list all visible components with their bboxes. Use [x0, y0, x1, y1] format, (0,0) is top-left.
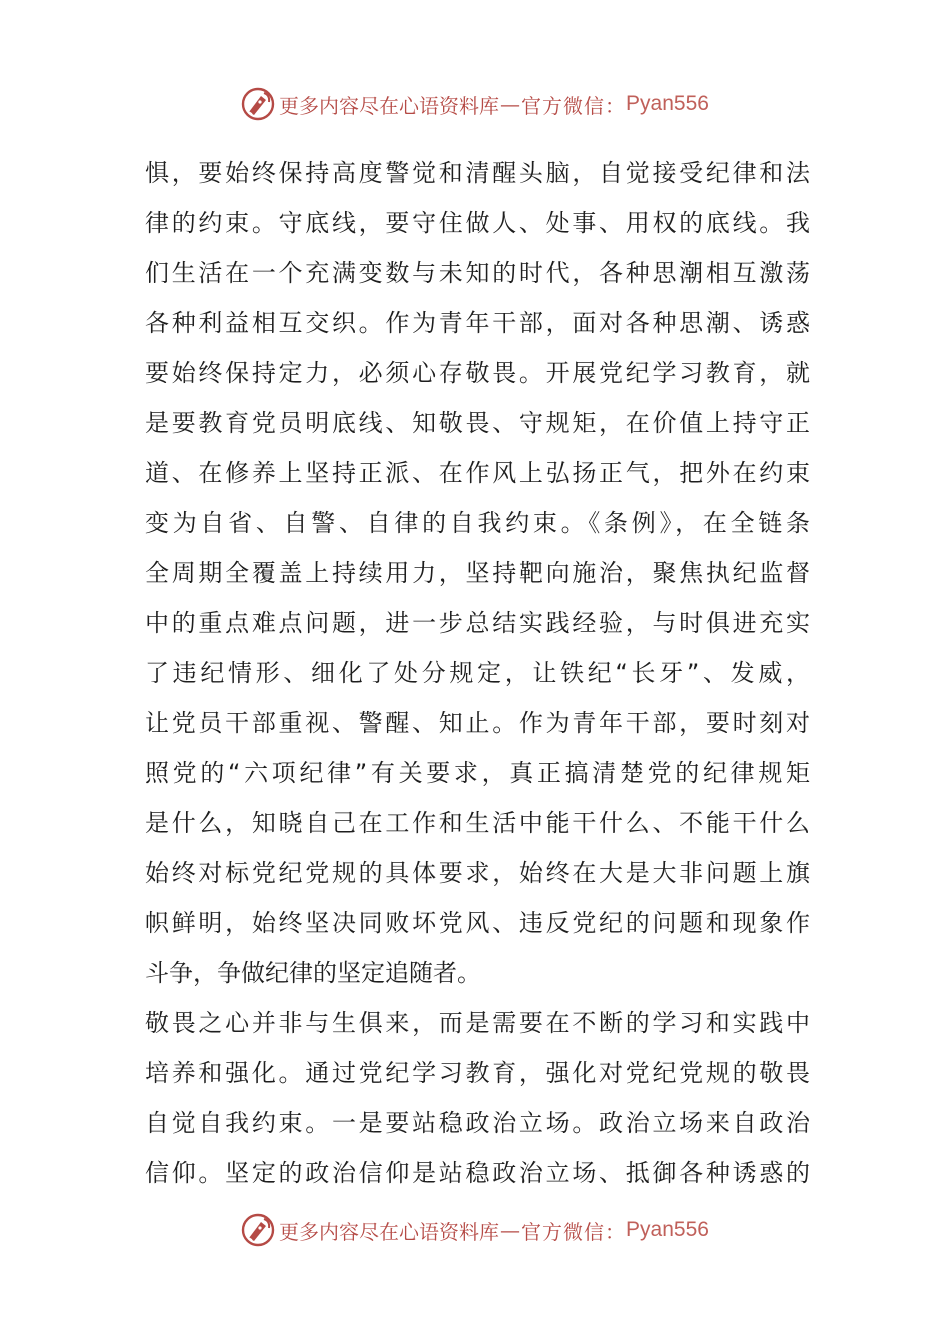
text-line: 要始终保持定力，必须心存敬畏。开展党纪学习教育，就: [145, 359, 810, 387]
header-wechat-label: 官方微信：: [521, 93, 627, 118]
text-line: 让党员干部重视、警醒、知止。作为青年干部，要时刻对: [145, 709, 810, 737]
text-line: 是什么，知晓自己在工作和生活中能干什么、不能干什么: [145, 809, 810, 837]
text-line: 们生活在一个充满变数与未知的时代，各种思潮相互激荡: [145, 259, 810, 287]
text-line: 变为自省、自警、自律的自我约束。《条例》，在全链条: [145, 509, 810, 537]
text-line: 敬畏之心并非与生俱来，而是需要在不断的学习和实践中: [145, 1009, 810, 1037]
footer-brand-text: 更多内容尽在心语资料库: [279, 1219, 500, 1244]
text-line: 是要教育党员明底线、知敬畏、守规矩，在价值上持守正: [145, 409, 810, 437]
footer-dash: —: [500, 1218, 521, 1242]
header-wechat-id: Pyan556: [626, 92, 709, 115]
document-body: [145, 148, 810, 1198]
text-line: 始终对标党纪党规的具体要求，始终在大是大非问题上旗: [145, 859, 810, 887]
text-line: 斗争，争做纪律的坚定追随者。: [145, 959, 481, 987]
footer-watermark: [0, 1210, 950, 1250]
pen-nib-logo-icon: [241, 1213, 275, 1247]
text-line: 律的约束。守底线，要守住做人、处事、用权的底线。我: [145, 209, 810, 237]
text-line: 各种利益相互交织。作为青年干部，面对各种思潮、诱惑: [145, 309, 810, 337]
text-line: 帜鲜明，始终坚决同败坏党风、违反党纪的问题和现象作: [145, 909, 810, 937]
text-line: 惧，要始终保持高度警觉和清醒头脑，自觉接受纪律和法: [145, 159, 810, 187]
header-dash: —: [500, 92, 521, 116]
footer-wechat-label: 官方微信：: [521, 1219, 627, 1244]
header-brand-text: 更多内容尽在心语资料库: [279, 93, 500, 118]
text-line: 道、在修养上坚持正派、在作风上弘扬正气，把外在约束: [145, 459, 810, 487]
header-watermark: [0, 84, 950, 124]
text-line: 了违纪情形、细化了处分规定，让铁纪“长牙”、发威，: [145, 659, 810, 687]
pen-nib-logo-icon: [241, 87, 275, 121]
text-line: 中的重点难点问题，进一步总结实践经验，与时俱进充实: [145, 609, 810, 637]
footer-wechat-id: Pyan556: [626, 1218, 709, 1241]
text-line: 信仰。坚定的政治信仰是站稳政治立场、抵御各种诱惑的: [145, 1159, 810, 1187]
text-line: 培养和强化。通过党纪学习教育，强化对党纪党规的敬畏: [145, 1059, 810, 1087]
text-line: 全周期全覆盖上持续用力，坚持靶向施治，聚焦执纪监督: [145, 559, 810, 587]
text-line: 照党的“六项纪律”有关要求，真正搞清楚党的纪律规矩: [145, 759, 810, 787]
text-line: 自觉自我约束。一是要站稳政治立场。政治立场来自政治: [145, 1109, 810, 1137]
